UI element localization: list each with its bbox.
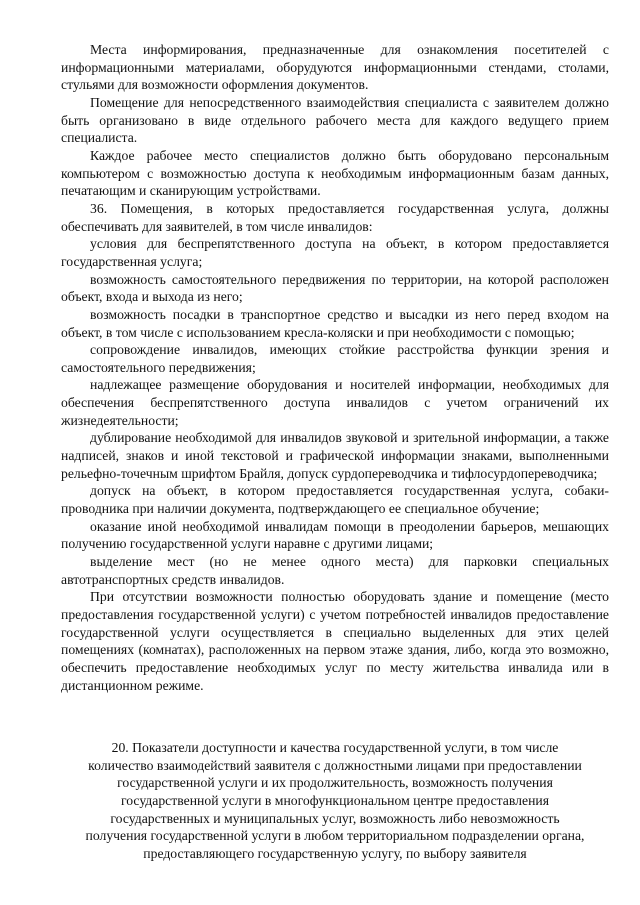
list-item-escort: сопровождение инвалидов, имеющих стойкие расстройства функции зрения и самостоятельного передвижения; [61,342,609,375]
section-heading-text: 20. Показатели доступности и качества государственной услуги, в том числе количество взаимодействий заявителя с должностными лицами при предоставлении государственной услуги и их продолжительность, возможность получения государственной услуги в многофункциональном центре предоставления государственных и муниципальных услуг, возможность либо невозможность получения государственной услуги в любом территориальном подразделении органа, предоставляющего государственную услугу, по выбору заявителя [85,740,585,861]
paragraph-info-places: Места информирования, предназначенные для ознакомления посетителей с информационными материалами, оборудуются информационными стендами, столами, стульями для возможности оформления документов. [61,42,609,93]
list-item-transport: возможность посадки в транспортное средство и высадки из него перед входом на объект, в том числе с использованием кресла-коляски и при необходимости с помощью; [61,306,609,340]
list-item-guide-dog: допуск на объект, в котором предоставляется государственная услуга, собаки-проводника при наличии документа, подтверждающего ее специальное обучение; [61,483,609,517]
document-body [61,41,609,694]
section-heading [80,739,590,863]
paragraph-item-36: 36. Помещения, в которых предоставляется государственная услуга, должны обеспечивать для заявителей, в том числе инвалидов: [61,200,609,234]
paragraph-workstation: Каждое рабочее место специалистов должно быть оборудовано персональным компьютером с возможностью доступа к необходимым информационным базам данных, печатающим и сканирующим устройствами. [61,147,609,199]
list-item-movement: возможность самостоятельного передвижения по территории, на которой расположен объект, входа и выхода из него; [61,271,609,305]
paragraph-no-possibility: При отсутствии возможности полностью оборудовать здание и помещение (место предоставления государственной услуги) с учетом потребностей инвалидов предоставление государственной услуги осуществляется в специально выделенных для этих целей помещениях (комнатах), расположенных на первом этаже здания, либо, когда это возможно, обеспечить предоставление необходимых услуг по месту жительства инвалида или в дистанционном режиме. [61,589,609,693]
list-item-equipment: надлежащее размещение оборудования и носителей информации, необходимых для обеспечения беспрепятственного доступа инвалидов с учетом ограничений их жизнедеятельности; [61,377,609,428]
paragraph-workroom: Помещение для непосредственного взаимодействия специалиста с заявителем должно быть организовано в виде отдельного рабочего места для каждого ведущего прием специалиста. [61,94,609,146]
list-item-braille: дублирование необходимой для инвалидов звуковой и зрительной информации, а также надписей, знаков и иной текстовой и графической информации знаками, выполненными рельефно-точечным шрифтом Брайля, допуск сурдопереводчика и тифлосурдопереводчика; [61,430,609,481]
list-item-parking: выделение мест (но не менее одного места) для парковки специальных автотранспортных средств инвалидов. [61,554,609,587]
list-item-assistance: оказание иной необходимой инвалидам помощи в преодолении барьеров, мешающих получению государственной услуги наравне с другими лицами; [61,518,609,552]
list-item-access-conditions: условия для беспрепятственного доступа на объект, в котором предоставляется государственная услуга; [61,236,609,269]
